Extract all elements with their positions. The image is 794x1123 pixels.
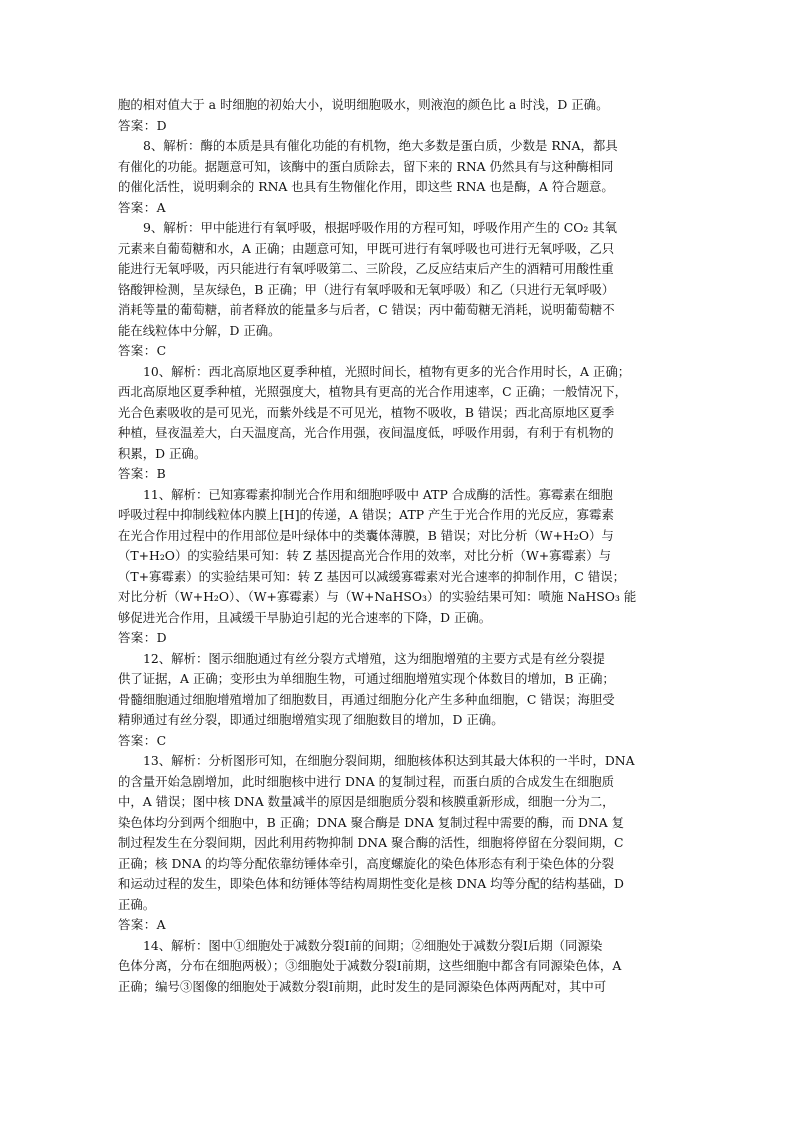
- text-line: 13、解析：分析图形可知，在细胞分裂间期，细胞核体积达到其最大体积的一半时，DNA: [143, 753, 635, 768]
- text-line: 种植，昼夜温差大，白天温度高，光合作用强，夜间温度低，呼吸作用弱，有利于有机物的: [118, 425, 614, 440]
- paragraph-8: [118, 136, 698, 198]
- text-line: （T+H₂O）的实验结果可知：转 Z 基因提高光合作用的效率，对比分析（W+寡霉素）与: [118, 548, 612, 563]
- text-line: 对比分析（W+H₂O）、（W+寡霉素）与（W+NaHSO₃）的实验结果可知：喷施 NaHSO₃ 能: [118, 589, 637, 604]
- answer-12: 答案：C: [118, 732, 167, 748]
- text-line: 积累，D 正确。: [118, 445, 207, 461]
- answer-9: 答案：C: [118, 343, 167, 358]
- text-line: 铬酸钾检测，呈灰绿色，B 正确；甲（进行有氧呼吸和无氧呼吸）和乙（只进行无氧呼吸）: [118, 281, 615, 297]
- text-line: 能在线粒体中分解，D 正确。: [118, 322, 281, 338]
- text-line: 骨髓细胞通过细胞增殖增加了细胞数目，再通过细胞分化产生多种血细胞，C 错误；海胆受: [118, 691, 615, 707]
- answer-7: 答案：D: [118, 117, 168, 133]
- text-line: 和运动过程的发生，即染色体和纺锤体等结构周期性变化是核 DNA 均等分配的结构基础，D: [118, 876, 624, 891]
- answer-11: 答案：D: [118, 630, 168, 645]
- text-line: 有催化的功能。据题意可知，该酶中的蛋白质除去，留下来的 RNA 仍然具有与这种酶相同: [118, 158, 614, 174]
- text-line: 精卵通过有丝分裂，即通过细胞增殖实现了细胞数目的增加，D 正确。: [118, 712, 504, 727]
- text-line: 消耗等量的葡萄糖，前者释放的能量多与后者，C 错误；丙中葡萄糖无消耗，说明葡萄糖不: [118, 302, 615, 317]
- text-line: 供了证据，A 正确；变形虫为单细胞生物，可通过细胞增殖实现个体数目的增加，B 正确；: [118, 671, 615, 686]
- text-line: （T+寡霉素）的实验结果可知：转 Z 基因可以减缓寡霉素对光合速率的抑制作用，C 错误；: [118, 568, 626, 584]
- text-line: 12、解析：图示细胞通过有丝分裂方式增殖，这为细胞增殖的主要方式是有丝分裂提: [143, 650, 605, 666]
- text-line: 9、解析：甲中能进行有氧呼吸，根据呼吸作用的方程可知，呼吸作用产生的 CO₂ 其氧: [143, 220, 618, 235]
- paragraph-13: [118, 751, 698, 915]
- text-line: 胞的相对值大于 a 时细胞的初始大小，说明细胞吸水，则液泡的颜色比 a 时浅，D 正确。: [118, 97, 609, 112]
- text-line: 在光合作用过程中的作用部位是叶绿体中的类囊体薄膜，B 错误；对比分析（W+H₂O）与: [118, 527, 614, 543]
- text-line: 西北高原地区夏季种植，光照强度大，植物具有更高的光合作用速率，C 正确；一般情况下，: [118, 384, 628, 399]
- text-line: 10、解析：西北高原地区夏季种植，光照时间长，植物有更多的光合作用时长，A 正确；: [143, 363, 631, 379]
- text-line: 够促进光合作用，且减缓干旱胁迫引起的光合速率的下降，D 正确。: [118, 609, 492, 625]
- text-line: 染色体均分到两个细胞中，B 正确；DNA 聚合酶是 DNA 复制过程中需要的酶，而 DNA 复: [118, 814, 625, 830]
- text-line: 的催化活性，说明剩余的 RNA 也具有生物催化作用，即这些 RNA 也是酶，A 符合题意。: [118, 179, 614, 194]
- document-page: [118, 95, 698, 997]
- answer-10: 答案：B: [118, 466, 167, 481]
- text-line: 8、解析：酶的本质是具有催化功能的有机物，绝大多数是蛋白质，少数是 RNA，都具: [143, 138, 618, 153]
- answer-13: 答案：A: [118, 917, 167, 932]
- text-line: 色体分离，分布在细胞两极）；③细胞处于减数分裂Ⅰ前期，这些细胞中都含有同源染色体，A: [118, 958, 622, 973]
- paragraph-14: [118, 936, 698, 998]
- text-line: 光合色素吸收的是可见光，而紫外线是不可见光，植物不吸收，B 错误；西北高原地区夏季: [118, 404, 615, 420]
- text-line: 正确；核 DNA 的均等分配依靠纺锤体牵引，高度螺旋化的染色体形态有利于染色体的分裂: [118, 855, 615, 871]
- text-line: 中，A 错误；图中核 DNA 数量减半的原因是细胞质分裂和核膜重新形成，细胞一分为二，: [118, 794, 615, 809]
- paragraph-12: [118, 649, 698, 731]
- text-line: 正确；编号③图像的细胞处于减数分裂Ⅰ前期，此时发生的是同源染色体两两配对，其中可: [118, 978, 607, 994]
- text-line: 制过程发生在分裂间期，因此利用药物抑制 DNA 聚合酶的活性，细胞将停留在分裂间期，C: [118, 835, 624, 850]
- text-line: 11、解析：已知寡霉素抑制光合作用和细胞呼吸中 ATP 合成酶的活性。寡霉素在细胞: [143, 486, 613, 502]
- paragraph-7-continued: [118, 95, 698, 116]
- text-line: 呼吸过程中抑制线粒体内膜上[H]的传递，A 错误；ATP 产生于光合作用的光反应，寡霉素: [118, 507, 614, 522]
- text-line: 能进行无氧呼吸，丙只能进行有氧呼吸第二、三阶段，乙反应结束后产生的酒精可用酸性重: [118, 261, 614, 276]
- text-line: 元素来自葡萄糖和水，A 正确；由题意可知，甲既可进行有氧呼吸也可进行无氧呼吸，乙只: [118, 240, 615, 256]
- paragraph-11: [118, 485, 698, 629]
- text-line: 14、解析：图中①细胞处于减数分裂Ⅰ前的间期；②细胞处于减数分裂Ⅰ后期（同源染: [143, 937, 603, 953]
- text-line: 的含量开始急剧增加，此时细胞核中进行 DNA 的复制过程，而蛋白质的合成发生在细胞质: [118, 773, 615, 789]
- paragraph-10: [118, 362, 698, 465]
- paragraph-9: [118, 218, 698, 341]
- answer-8: 答案：A: [118, 199, 167, 215]
- text-line: 正确。: [118, 896, 156, 912]
